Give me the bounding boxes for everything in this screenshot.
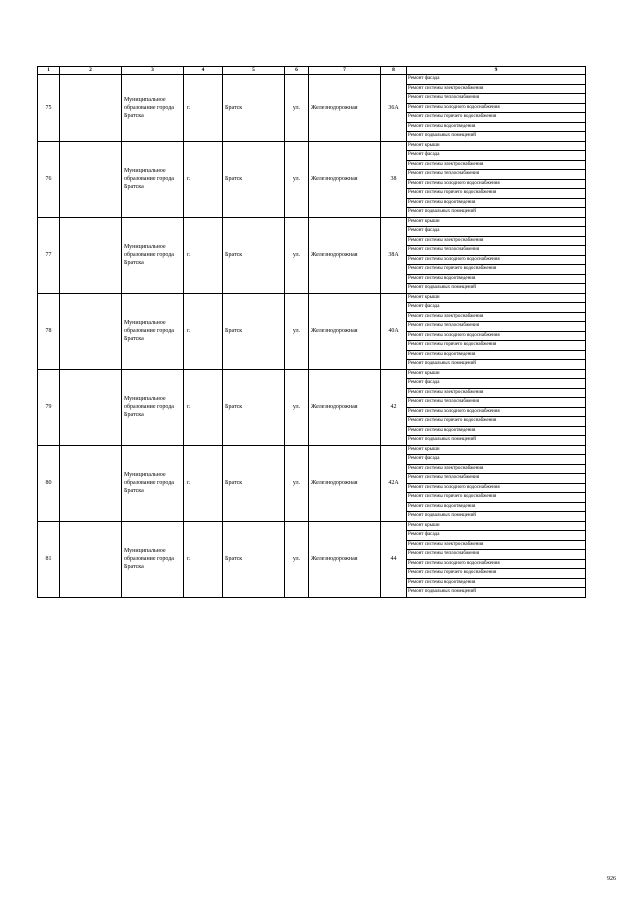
work-item: Ремонт системы водоотведения bbox=[407, 198, 586, 208]
street-type: ул. bbox=[285, 141, 309, 217]
street-name: Железнодорожная bbox=[309, 75, 381, 142]
work-item: Ремонт фасада bbox=[407, 75, 586, 85]
organization-name: Муниципальное образование города Братска bbox=[122, 445, 184, 521]
work-item: Ремонт крыши bbox=[407, 369, 586, 379]
street-name: Железнодорожная bbox=[309, 217, 381, 293]
organization-name: Муниципальное образование города Братска bbox=[122, 521, 184, 597]
work-item: Ремонт подвальных помещений bbox=[407, 284, 586, 294]
work-item: Ремонт системы водоотведения bbox=[407, 426, 586, 436]
work-item: Ремонт системы горячего водоснабжения bbox=[407, 113, 586, 123]
empty-cell bbox=[60, 75, 122, 142]
house-number: 42 bbox=[381, 369, 407, 445]
header-cell: 5 bbox=[223, 67, 285, 75]
work-item: Ремонт крыши bbox=[407, 445, 586, 455]
table-row bbox=[38, 369, 586, 379]
city-type: г. bbox=[184, 293, 223, 369]
house-number: 40А bbox=[381, 293, 407, 369]
organization-name: Муниципальное образование города Братска bbox=[122, 293, 184, 369]
work-item: Ремонт подвальных помещений bbox=[407, 360, 586, 370]
city-type: г. bbox=[184, 445, 223, 521]
work-item: Ремонт системы водоотведения bbox=[407, 578, 586, 588]
work-item: Ремонт системы теплоснабжения bbox=[407, 322, 586, 332]
table-row bbox=[38, 521, 586, 531]
work-item: Ремонт системы электроснабжения bbox=[407, 160, 586, 170]
house-number: 38 bbox=[381, 141, 407, 217]
table-row bbox=[38, 293, 586, 303]
record-number: 77 bbox=[38, 217, 60, 293]
street-type: ул. bbox=[285, 293, 309, 369]
work-item: Ремонт системы теплоснабжения bbox=[407, 474, 586, 484]
work-item: Ремонт системы водоотведения bbox=[407, 274, 586, 284]
header-cell: 7 bbox=[309, 67, 381, 75]
header-cell: 8 bbox=[381, 67, 407, 75]
record-number: 81 bbox=[38, 521, 60, 597]
work-item: Ремонт системы теплоснабжения bbox=[407, 550, 586, 560]
empty-cell bbox=[60, 445, 122, 521]
house-number: 42А bbox=[381, 445, 407, 521]
header-cell: 3 bbox=[122, 67, 184, 75]
work-item: Ремонт системы холодного водоснабжения bbox=[407, 255, 586, 265]
record-number: 79 bbox=[38, 369, 60, 445]
work-item: Ремонт системы электроснабжения bbox=[407, 540, 586, 550]
city-name: Братск bbox=[223, 369, 285, 445]
empty-cell bbox=[60, 521, 122, 597]
street-name: Железнодорожная bbox=[309, 141, 381, 217]
work-item: Ремонт фасада bbox=[407, 227, 586, 237]
city-name: Братск bbox=[223, 445, 285, 521]
empty-cell bbox=[60, 217, 122, 293]
work-item: Ремонт системы водоотведения bbox=[407, 350, 586, 360]
work-item: Ремонт фасада bbox=[407, 303, 586, 313]
work-item: Ремонт системы электроснабжения bbox=[407, 464, 586, 474]
repair-table bbox=[37, 66, 586, 598]
header-cell: 1 bbox=[38, 67, 60, 75]
record-number: 76 bbox=[38, 141, 60, 217]
organization-name: Муниципальное образование города Братска bbox=[122, 217, 184, 293]
work-item: Ремонт фасада bbox=[407, 379, 586, 389]
work-item: Ремонт системы холодного водоснабжения bbox=[407, 179, 586, 189]
work-item: Ремонт фасада bbox=[407, 455, 586, 465]
work-item: Ремонт системы теплоснабжения bbox=[407, 94, 586, 104]
table-row bbox=[38, 141, 586, 151]
work-item: Ремонт системы теплоснабжения bbox=[407, 246, 586, 256]
empty-cell bbox=[60, 293, 122, 369]
header-cell: 9 bbox=[407, 67, 586, 75]
street-type: ул. bbox=[285, 217, 309, 293]
empty-cell bbox=[60, 141, 122, 217]
work-item: Ремонт системы холодного водоснабжения bbox=[407, 331, 586, 341]
table-body bbox=[38, 67, 586, 598]
record-number: 78 bbox=[38, 293, 60, 369]
city-type: г. bbox=[184, 521, 223, 597]
work-item: Ремонт подвальных помещений bbox=[407, 132, 586, 142]
city-type: г. bbox=[184, 141, 223, 217]
work-item: Ремонт системы горячего водоснабжения bbox=[407, 189, 586, 199]
street-name: Железнодорожная bbox=[309, 293, 381, 369]
header-cell: 4 bbox=[184, 67, 223, 75]
work-item: Ремонт крыши bbox=[407, 217, 586, 227]
work-item: Ремонт системы горячего водоснабжения bbox=[407, 265, 586, 275]
work-item: Ремонт системы водоотведения bbox=[407, 502, 586, 512]
street-name: Железнодорожная bbox=[309, 521, 381, 597]
work-item: Ремонт системы электроснабжения bbox=[407, 388, 586, 398]
city-name: Братск bbox=[223, 75, 285, 142]
city-name: Братск bbox=[223, 521, 285, 597]
table-row bbox=[38, 445, 586, 455]
work-item: Ремонт системы холодного водоснабжения bbox=[407, 483, 586, 493]
work-item: Ремонт подвальных помещений bbox=[407, 436, 586, 446]
header-cell: 2 bbox=[60, 67, 122, 75]
work-item: Ремонт системы электроснабжения bbox=[407, 236, 586, 246]
work-item: Ремонт подвальных помещений bbox=[407, 208, 586, 218]
work-item: Ремонт системы горячего водоснабжения bbox=[407, 417, 586, 427]
city-name: Братск bbox=[223, 217, 285, 293]
work-item: Ремонт крыши bbox=[407, 141, 586, 151]
street-name: Железнодорожная bbox=[309, 369, 381, 445]
work-item: Ремонт системы горячего водоснабжения bbox=[407, 341, 586, 351]
house-number: 36А bbox=[381, 75, 407, 142]
street-type: ул. bbox=[285, 445, 309, 521]
record-number: 75 bbox=[38, 75, 60, 142]
work-item: Ремонт подвальных помещений bbox=[407, 512, 586, 522]
header-cell: 6 bbox=[285, 67, 309, 75]
work-item: Ремонт системы холодного водоснабжения bbox=[407, 559, 586, 569]
city-type: г. bbox=[184, 217, 223, 293]
organization-name: Муниципальное образование города Братска bbox=[122, 75, 184, 142]
work-item: Ремонт системы водоотведения bbox=[407, 122, 586, 132]
work-item: Ремонт системы теплоснабжения bbox=[407, 170, 586, 180]
work-item: Ремонт системы холодного водоснабжения bbox=[407, 407, 586, 417]
work-item: Ремонт системы горячего водоснабжения bbox=[407, 493, 586, 503]
street-type: ул. bbox=[285, 521, 309, 597]
street-name: Железнодорожная bbox=[309, 445, 381, 521]
table-header-row bbox=[38, 67, 586, 75]
work-item: Ремонт подвальных помещений bbox=[407, 588, 586, 598]
work-item: Ремонт системы теплоснабжения bbox=[407, 398, 586, 408]
work-item: Ремонт крыши bbox=[407, 293, 586, 303]
empty-cell bbox=[60, 369, 122, 445]
page-number: 926 bbox=[607, 876, 616, 882]
city-type: г. bbox=[184, 369, 223, 445]
house-number: 38А bbox=[381, 217, 407, 293]
work-item: Ремонт системы горячего водоснабжения bbox=[407, 569, 586, 579]
work-item: Ремонт фасада bbox=[407, 151, 586, 161]
city-type: г. bbox=[184, 75, 223, 142]
record-number: 80 bbox=[38, 445, 60, 521]
work-item: Ремонт системы холодного водоснабжения bbox=[407, 103, 586, 113]
street-type: ул. bbox=[285, 369, 309, 445]
organization-name: Муниципальное образование города Братска bbox=[122, 369, 184, 445]
work-item: Ремонт крыши bbox=[407, 521, 586, 531]
table-row bbox=[38, 217, 586, 227]
city-name: Братск bbox=[223, 293, 285, 369]
organization-name: Муниципальное образование города Братска bbox=[122, 141, 184, 217]
work-item: Ремонт системы электроснабжения bbox=[407, 84, 586, 94]
work-item: Ремонт фасада bbox=[407, 531, 586, 541]
house-number: 44 bbox=[381, 521, 407, 597]
table-row bbox=[38, 75, 586, 85]
work-item: Ремонт системы электроснабжения bbox=[407, 312, 586, 322]
street-type: ул. bbox=[285, 75, 309, 142]
city-name: Братск bbox=[223, 141, 285, 217]
